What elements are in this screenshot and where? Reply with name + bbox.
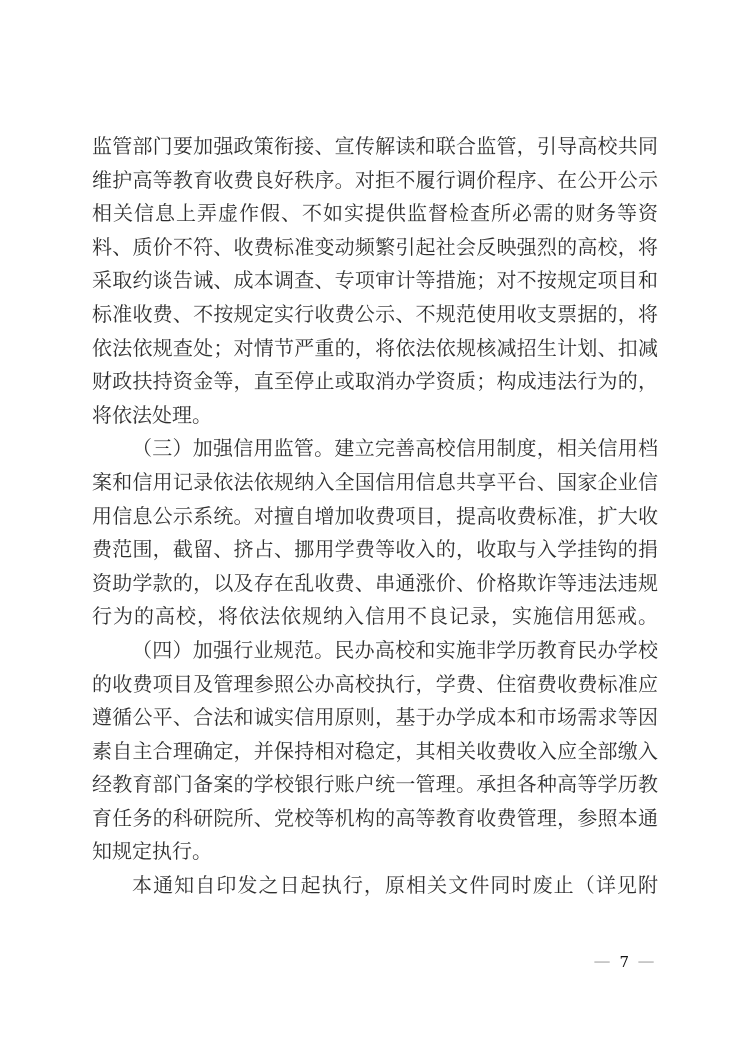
text-line: 标准收费、不按规定实行收费公示、不规范使用收支票据的，将 — [92, 301, 658, 326]
text-line: 料、质价不符、收费标准变动频繁引起社会反映强烈的高校，将 — [92, 234, 658, 259]
text-line: （三）加强信用监管。建立完善高校信用制度，相关信用档 — [132, 436, 658, 461]
text-line: 知规定执行。 — [92, 839, 212, 864]
text-line: 的收费项目及管理参照公办高校执行，学费、住宿费收费标准应 — [92, 671, 658, 696]
text-line: 遵循公平、合法和诚实信用原则，基于办学成本和市场需求等因 — [92, 705, 658, 730]
text-line: 采取约谈告诫、成本调查、专项审计等措施；对不按规定项目和 — [92, 268, 658, 293]
text-line: 相关信息上弄虚作假、不如实提供监督检查所必需的财务等资 — [92, 201, 658, 226]
text-line: 资助学款的，以及存在乱收费、串通涨价、价格欺诈等违法违规 — [92, 570, 658, 595]
text-line: 将依法处理。 — [92, 402, 212, 427]
page-number-left-dash: — — [594, 954, 611, 970]
text-line: 财政扶持资金等，直至停止或取消办学资质；构成违法行为的， — [92, 369, 658, 394]
text-line: 监管部门要加强政策衔接、宣传解读和联合监管，引导高校共同 — [92, 134, 658, 158]
page-number — [595, 953, 653, 971]
document-body — [92, 130, 658, 903]
text-line: 素自主合理确定，并保持相对稳定，其相关收费收入应全部缴入 — [92, 738, 658, 763]
page-number-value: 7 — [619, 953, 629, 971]
text-line: 案和信用记录依法依规纳入全国信用信息共享平台、国家企业信 — [92, 469, 658, 494]
text-line: 费范围，截留、挤占、挪用学费等收入的，收取与入学挂钩的捐 — [92, 537, 658, 562]
text-line: 育任务的科研院所、党校等机构的高等教育收费管理，参照本通 — [92, 805, 658, 830]
page-number-right-dash: — — [637, 954, 655, 970]
text-line: 用信息公示系统。对擅自增加收费项目，提高收费标准，扩大收 — [92, 503, 658, 528]
text-line: （四）加强行业规范。民办高校和实施非学历教育民办学校 — [132, 637, 658, 662]
text-line: 依法依规查处；对情节严重的，将依法依规核减招生计划、扣减 — [92, 335, 658, 360]
text-line: 行为的高校，将依法依规纳入信用不良记录，实施信用惩戒。 — [92, 604, 658, 629]
text-line: 维护高等教育收费良好秩序。对拒不履行调价程序、在公开公示 — [92, 167, 658, 192]
text-line: 本通知自印发之日起执行，原相关文件同时废止（详见附 — [132, 873, 658, 898]
text-line: 经教育部门备案的学校银行账户统一管理。承担各种高等学历教 — [92, 772, 658, 797]
